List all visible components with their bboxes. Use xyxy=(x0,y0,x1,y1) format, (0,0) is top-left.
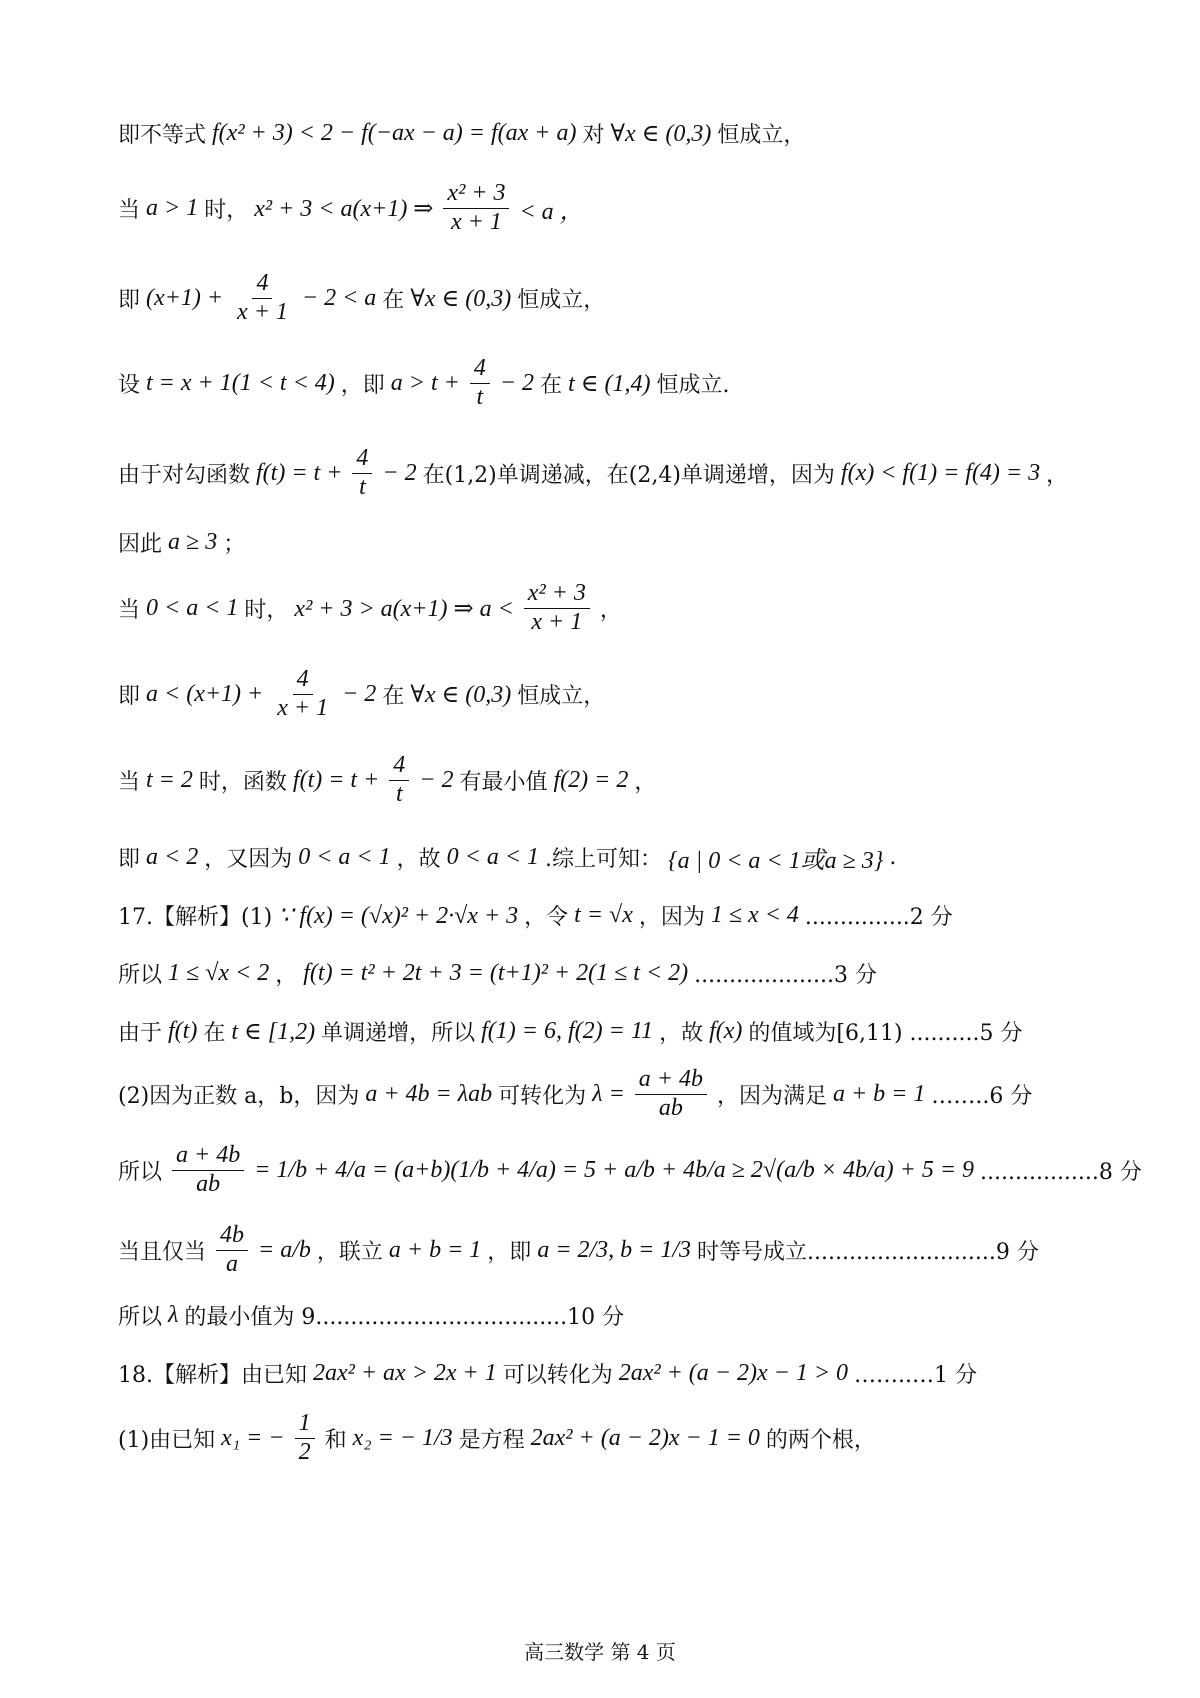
text: 恒成立， xyxy=(517,683,606,709)
formula: − 2 xyxy=(419,766,454,793)
formula: a < 2 xyxy=(146,844,199,870)
text: 可转化为 xyxy=(498,1083,587,1109)
text: 有最小值 xyxy=(459,769,548,795)
formula: 2ax² + ax > 2x + 1 xyxy=(313,1360,497,1386)
text: ， xyxy=(634,769,657,795)
numerator: x² + 3 xyxy=(524,580,590,609)
formula: f(t) = t + xyxy=(256,459,343,486)
text: 的最小值为 9....................................10 分 xyxy=(184,1305,625,1330)
formula: λ = xyxy=(592,1080,625,1107)
formula: − 2 < a xyxy=(301,284,377,311)
fraction xyxy=(216,1222,248,1278)
line-13 xyxy=(118,1066,1118,1122)
formula: t ∈ (1,4) xyxy=(568,370,651,397)
text: 由于对勾函数 xyxy=(118,462,251,488)
text: 在 xyxy=(382,287,405,313)
formula: < a ， xyxy=(519,198,584,225)
text: ……..6 分 xyxy=(931,1083,1033,1109)
formula: a < (x+1) + xyxy=(146,680,264,707)
formula: − 2 xyxy=(382,459,417,486)
text: 在(1,2)单调递减，在(2,4)单调递增，因为 xyxy=(422,462,835,488)
numerator: x² + 3 xyxy=(443,180,509,209)
text: ，又因为 xyxy=(204,847,293,872)
text: 即 xyxy=(118,683,141,709)
denominator: x + 1 xyxy=(277,694,329,721)
text: ； xyxy=(223,532,246,557)
text: 所以 xyxy=(118,1159,163,1185)
text: ， xyxy=(275,963,298,988)
text: 对 xyxy=(582,123,605,148)
formula: 2ax² + (a − 2)x − 1 > 0 xyxy=(618,1360,849,1386)
denominator: ab xyxy=(196,1170,221,1197)
line-11 xyxy=(118,958,1118,989)
line-17 xyxy=(118,1358,1118,1389)
text: ，即 xyxy=(487,1239,532,1265)
text: 时， xyxy=(244,597,289,623)
text: 即 xyxy=(118,287,141,313)
formula: t = √x xyxy=(574,902,633,928)
text: 即 xyxy=(118,847,141,872)
text: ，令 xyxy=(524,905,569,930)
formula: 1 ≤ x < 4 xyxy=(710,902,799,928)
text: 当 xyxy=(118,197,141,223)
numerator: a + 4b xyxy=(635,1066,707,1095)
text: ，故 xyxy=(396,847,441,872)
formula: λ xyxy=(168,1302,179,1328)
fraction xyxy=(172,1142,244,1198)
denominator: t xyxy=(395,780,403,807)
formula: a > t + xyxy=(390,369,460,396)
numerator: 4 xyxy=(293,666,313,695)
text: 在 xyxy=(382,683,405,709)
formula: ∵ f(x) = (√x)² + 2·√x + 3 xyxy=(278,903,519,929)
text: 当 xyxy=(118,597,141,623)
line-5 xyxy=(118,527,1118,558)
fraction xyxy=(233,270,292,326)
text: ……..…1 分 xyxy=(854,1363,978,1388)
text: 可以转化为 xyxy=(502,1363,613,1388)
formula: = 1/b + 4/a = (a+b)(1/b + 4/a) = 5 + a/b + 4b/a ≥ 2√(a/b × 4b/a) + 5 = 9 xyxy=(254,1156,975,1183)
text: 即不等式 xyxy=(118,123,207,148)
page-footer: 高三数学 第 4 页 xyxy=(524,1640,676,1664)
line-9 xyxy=(118,840,1118,875)
formula: a + b = 1 xyxy=(832,1080,926,1107)
formula: ∀x ∈ (0,3) xyxy=(610,121,712,147)
text: ，联立 xyxy=(316,1239,383,1265)
formula: f(2) = 2 xyxy=(553,766,629,793)
line-8 xyxy=(118,752,1118,808)
text: ...............2 分 xyxy=(804,905,953,930)
text: 当且仅当 xyxy=(118,1239,207,1265)
formula: x² + 3 > a(x+1) ⇒ a < xyxy=(294,595,514,622)
text: (2)因为正数 a，b，因为 xyxy=(118,1083,360,1109)
formula: a + 4b = λab xyxy=(365,1080,493,1107)
formula: (x+1) + xyxy=(146,284,224,311)
formula: f(x) xyxy=(709,1018,743,1044)
denominator: t xyxy=(359,473,366,500)
numerator: a + 4b xyxy=(172,1142,244,1171)
text: 是方程 xyxy=(458,1427,525,1453)
text: .................8 分 xyxy=(980,1159,1142,1185)
text: .综上可知： xyxy=(545,847,663,872)
text: 在 xyxy=(540,372,563,398)
formula: f(x² + 3) < 2 − f(−ax − a) = f(ax + a) xyxy=(212,120,577,146)
formula: f(x) < f(1) = f(4) = 3 xyxy=(840,459,1041,486)
denominator: ab xyxy=(658,1094,683,1121)
formula: 2ax² + (a − 2)x − 1 = 0 xyxy=(530,1424,760,1451)
formula: t ∈ [1,2) xyxy=(231,1019,316,1045)
text: 17.【解析】(1) xyxy=(118,905,273,930)
line-10 xyxy=(118,900,1118,931)
formula: a + b = 1 xyxy=(388,1236,482,1263)
text: 恒成立. xyxy=(656,372,730,398)
line-3 xyxy=(118,355,1118,411)
line-12 xyxy=(118,1016,1118,1047)
formula: f(t) xyxy=(168,1018,198,1044)
formula: a ≥ 3 xyxy=(168,529,218,555)
formula: t = x + 1(1 < t < 4) xyxy=(146,369,335,396)
text: ，因为 xyxy=(638,905,705,930)
numerator: 4 xyxy=(470,355,490,384)
text: ，因为满足 xyxy=(716,1083,827,1109)
formula: x₁ = − xyxy=(221,1424,285,1451)
formula: x² + 3 < a(x+1) ⇒ xyxy=(254,195,434,222)
text: ....................3 分 xyxy=(694,963,877,988)
formula: t = 2 xyxy=(146,766,193,793)
line-1 xyxy=(118,180,1118,236)
text: (1)由已知 xyxy=(118,1427,216,1453)
text: 设 xyxy=(118,372,141,398)
fraction xyxy=(295,1410,315,1466)
text: ，故 xyxy=(659,1021,704,1046)
fraction xyxy=(470,355,490,411)
line-0 xyxy=(118,118,1118,149)
denominator: t xyxy=(476,383,484,410)
formula: {a | 0 < a < 1或a ≥ 3} xyxy=(668,848,884,874)
denominator: x + 1 xyxy=(237,298,288,325)
text: 时等号成立...........................9 分 xyxy=(697,1239,1039,1265)
numerator: 1 xyxy=(295,1410,315,1439)
formula: 0 < a < 1 xyxy=(146,594,239,621)
numerator: 4b xyxy=(216,1222,248,1251)
text: 恒成立， xyxy=(717,123,806,148)
numerator: 4 xyxy=(352,445,372,474)
formula: f(1) = 6, f(2) = 11 xyxy=(481,1018,654,1044)
fraction xyxy=(443,180,509,236)
formula: 0 < a < 1 xyxy=(298,844,391,870)
denominator: x + 1 xyxy=(451,208,502,235)
line-2 xyxy=(118,270,1118,326)
text: ， xyxy=(1046,462,1069,488)
formula: f(t) = t + xyxy=(292,766,380,793)
denominator: x + 1 xyxy=(531,608,583,635)
formula: 1 ≤ √x < 2 xyxy=(168,960,270,986)
line-7 xyxy=(118,666,1118,722)
text: 由于 xyxy=(118,1021,163,1046)
fraction xyxy=(635,1066,707,1122)
text: 因此 xyxy=(118,532,163,557)
line-6 xyxy=(118,580,1118,636)
line-18 xyxy=(118,1410,1118,1466)
text: ，即 xyxy=(340,372,385,398)
formula: 0 < a < 1 xyxy=(446,844,540,870)
text: 所以 xyxy=(118,963,163,988)
formula: f(t) = t² + 2t + 3 = (t+1)² + 2(1 ≤ t < 2) xyxy=(303,960,689,986)
text: 时， xyxy=(204,197,249,223)
text: ， xyxy=(599,597,622,623)
text: 在 xyxy=(203,1021,226,1046)
formula: − 2 xyxy=(342,680,377,707)
text: 所以 xyxy=(118,1305,163,1330)
text: 恒成立， xyxy=(517,287,606,313)
text: 和 xyxy=(324,1427,347,1453)
text: 的两个根， xyxy=(765,1427,876,1453)
text: 单调递增，所以 xyxy=(321,1021,476,1046)
fraction xyxy=(352,445,372,501)
text: 的值域为[6,11) ..........5 分 xyxy=(748,1021,1023,1046)
formula: ∀x ∈ (0,3) xyxy=(410,285,512,312)
numerator: 4 xyxy=(252,270,272,299)
line-15 xyxy=(118,1222,1118,1278)
text: . xyxy=(889,845,897,870)
numerator: 4 xyxy=(389,752,409,781)
text: 当 xyxy=(118,769,141,795)
text: 18.【解析】由已知 xyxy=(118,1363,307,1388)
formula: = a/b xyxy=(258,1236,311,1263)
denominator: a xyxy=(226,1250,239,1277)
fraction xyxy=(524,580,590,636)
line-16 xyxy=(118,1300,1118,1331)
fraction xyxy=(273,666,332,722)
fraction xyxy=(389,752,409,808)
formula: x₂ = − 1/3 xyxy=(352,1424,453,1451)
denominator: 2 xyxy=(298,1438,311,1465)
formula: a = 2/3, b = 1/3 xyxy=(537,1236,692,1263)
formula: a > 1 xyxy=(146,194,199,221)
text: 时，函数 xyxy=(198,769,287,795)
line-14 xyxy=(118,1142,1142,1198)
formula: − 2 xyxy=(499,369,535,396)
formula: ∀x ∈ (0,3) xyxy=(410,681,512,708)
line-4 xyxy=(118,445,1118,501)
